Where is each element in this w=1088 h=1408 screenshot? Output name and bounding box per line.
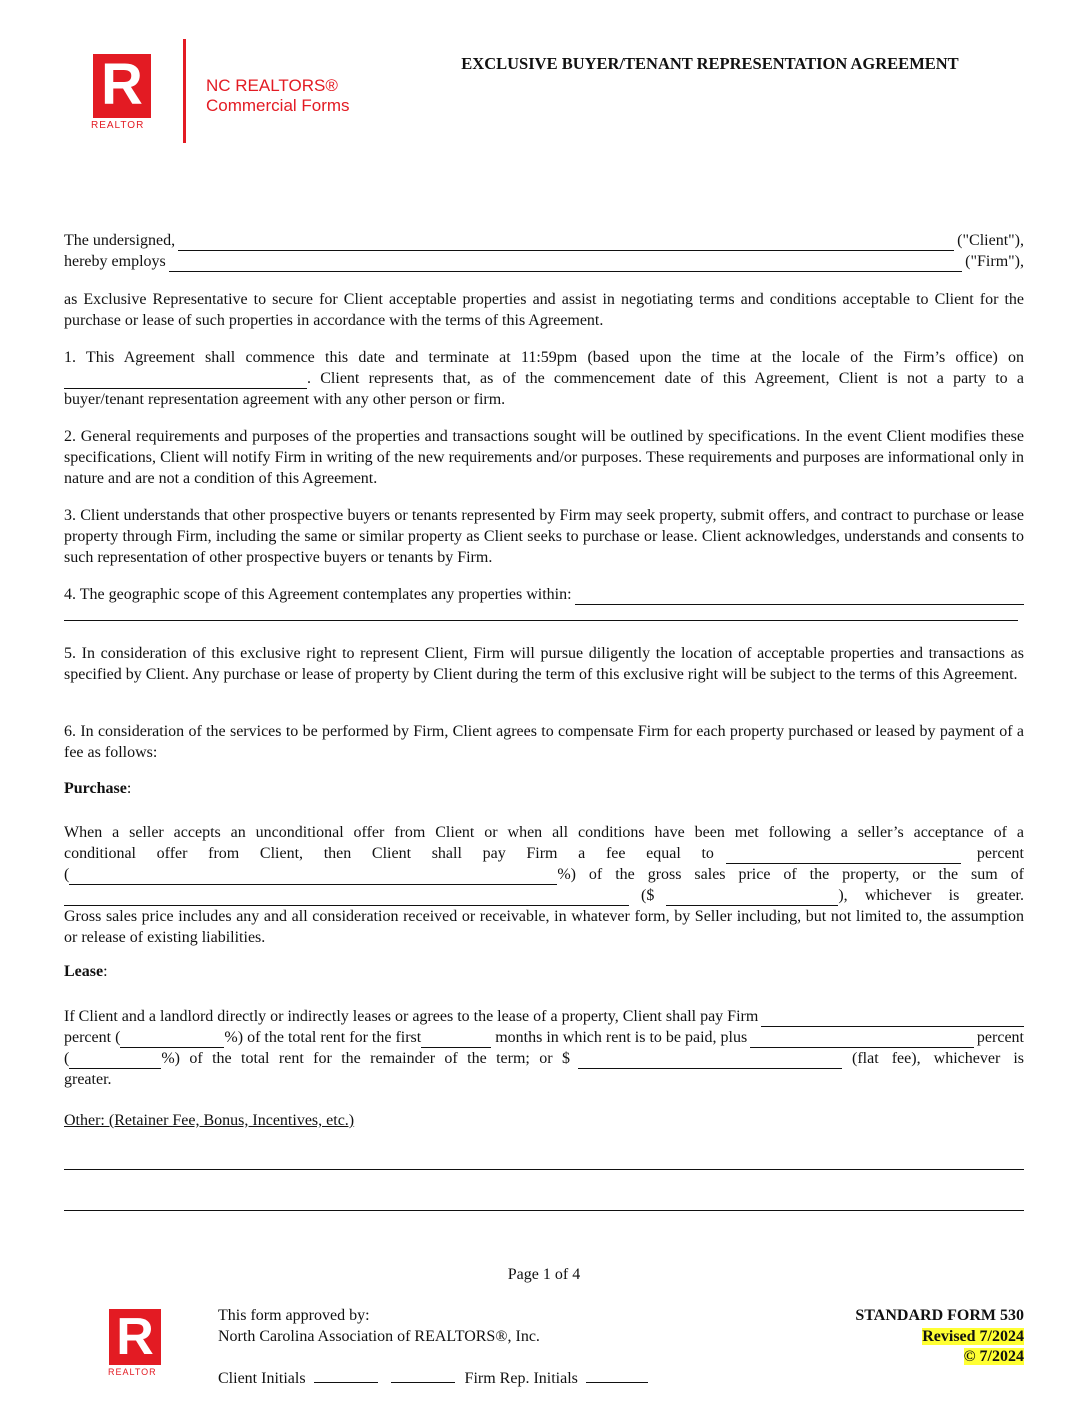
intro-paragraph: as Exclusive Representative to secure for Client acceptable properties and assist in negotiating terms and conditions acceptable to Client for the purchase or lease of such properties in accordance with the terms of this Agreement. (64, 291, 1024, 329)
lease-line2 (64, 1027, 1024, 1048)
employs-label: hereby employs (64, 253, 166, 270)
section-5: 5. In consideration of this exclusive right to represent Client, Firm will pursue diligently the location of acceptable properties and transactions as specified by Client. Any purchase or lease of property by Client during the term of this exclusive right will be subject to the terms of this Agreement. (64, 645, 1024, 683)
approved-by: This form approved by: (218, 1307, 370, 1324)
dollar-open: ($ (641, 887, 655, 904)
lease-percent-label: percent (976, 1029, 1024, 1046)
lease-percent-open: percent ( (64, 1029, 121, 1046)
lease-percent-words-field[interactable] (120, 1032, 224, 1048)
page-title: EXCLUSIVE BUYER/TENANT REPRESENTATION AGREEMENT (461, 54, 959, 73)
client-name-field[interactable] (178, 235, 954, 251)
firm-line (64, 251, 1024, 272)
copyright (964, 1346, 1024, 1367)
purchase-percent-field[interactable] (726, 848, 961, 864)
lease-line3 (64, 1048, 1024, 1069)
realtor-logo-word: REALTOR (91, 120, 145, 131)
termination-date-field[interactable] (64, 373, 307, 389)
other-label: Other: (Retainer Fee, Bonus, Incentives, etc.) (64, 1112, 355, 1129)
client-line (64, 230, 1024, 251)
lease-flat-fee-field[interactable] (578, 1053, 842, 1069)
copyright-highlight: © 7/2024 (963, 1348, 1024, 1365)
lease-months-text: months in which rent is to be paid, plus (495, 1029, 748, 1046)
lease-text-1: If Client and a landlord directly or indirectly leases or agrees to the lease of a property, Client shall pay Firm (64, 1008, 759, 1025)
section-6: 6. In consideration of the services to be performed by Firm, Client agrees to compensate Firm for each property purchased or leased by payment of a fee as follows: (64, 723, 1024, 761)
other-line-2[interactable] (64, 1210, 1024, 1211)
section-4-line1 (64, 584, 1024, 605)
purchase-line2 (64, 843, 1024, 864)
lease-total-rent-first: %) of the total rent for the first (224, 1029, 422, 1046)
firm-initials-label: Firm Rep. Initials (464, 1370, 578, 1387)
purchase-sum-field[interactable] (666, 890, 838, 906)
section-1-line1: 1. This Agreement shall commence this date and terminate at 11:59pm (based upon the time at the locale of the Firm’s office) on (64, 349, 1024, 366)
lease-flat-fee-text: (flat fee), whichever is (852, 1050, 1024, 1067)
purchase-gross-definition: Gross sales price includes any and all consideration received or receivable, in whatever form, by Seller including, but not limited to, the assumption or release of existing liabilities. (64, 908, 1024, 946)
revised-highlight: Revised 7/2024 (922, 1328, 1024, 1345)
purchase-line4 (64, 885, 1024, 906)
purchase-percent-label: percent (976, 845, 1024, 862)
client-initials-label: Client Initials (218, 1370, 306, 1387)
header-divider (183, 39, 186, 143)
section-1-line2 (64, 368, 1024, 389)
other-line-1[interactable] (64, 1169, 1024, 1170)
paren-open: ( (64, 866, 70, 883)
lease-months-field[interactable] (421, 1032, 491, 1048)
undersigned-label: The undersigned, (64, 232, 176, 249)
lease-remainder-percent-field[interactable] (750, 1032, 974, 1048)
purchase-line1: When a seller accepts an unconditional offer from Client or when all conditions have been met following a seller’s acceptance of a (64, 824, 1024, 841)
purchase-line3 (64, 864, 1024, 885)
lease-greater: greater. (64, 1071, 112, 1088)
section-1-line3: buyer/tenant representation agreement with any other person or firm. (64, 391, 506, 408)
section-2: 2. General requirements and purposes of the properties and transactions sought will be outlined by specifications. In the event Client modifies these specifications, Client will notify Firm in writing of the new requirements and/or purposes. These requirements and purposes are informational only in nature and are not a condition of this Agreement. (64, 428, 1024, 487)
lease-remainder-words-field[interactable] (69, 1053, 161, 1069)
geographic-scope-field[interactable] (575, 589, 1024, 605)
initials-line (218, 1367, 648, 1389)
section-4-text: 4. The geographic scope of this Agreement contemplates any properties within: (64, 586, 572, 603)
client-initials-field-1[interactable] (314, 1367, 378, 1383)
org-subtitle: Commercial Forms (206, 96, 350, 115)
purchase-fee-text: conditional offer from Client, then Client shall pay Firm a fee equal to (64, 845, 714, 862)
client-tag: ("Client"), (957, 232, 1024, 249)
lease-line1 (64, 1006, 1024, 1027)
purchase-whichever: ), whichever is greater. (838, 887, 1024, 904)
geographic-scope-field-2[interactable] (64, 605, 1018, 621)
firm-initials-field[interactable] (586, 1367, 648, 1383)
lease-percent-field[interactable] (761, 1011, 1024, 1027)
form-number: STANDARD FORM 530 (855, 1307, 1024, 1324)
lease-paren-open: ( (64, 1050, 70, 1067)
section-3: 3. Client understands that other prospective buyers or tenants represented by Firm may seek property, submit offers, and contract to purchase or lease property through Firm, including the same or similar property as Client seeks to purchase or lease. Client acknowledges, understands and consents to such representation of other prospective buyers or tenants by Firm. (64, 507, 1024, 566)
lease-remainder-text: %) of the total rent for the remainder of the term; or $ (161, 1050, 570, 1067)
purchase-gross-text: %) of the gross sales price of the property, or the sum of (557, 866, 1024, 883)
purchase-sum-words-field[interactable] (64, 890, 629, 906)
footer-logo-word: REALTOR (108, 1367, 157, 1377)
firm-tag: ("Firm"), (965, 253, 1024, 270)
footer-logo-letter: R (116, 1308, 154, 1366)
purchase-percent-words-field[interactable] (69, 869, 557, 885)
section-1-represent: . Client represents that, as of the commencement date of this Agreement, Client is not a party to a (307, 370, 1024, 387)
org-name: NC REALTORS® (206, 76, 338, 95)
page-number: Page 1 of 4 (507, 1266, 581, 1283)
realtor-logo-letter: R (101, 52, 143, 117)
revised-date (922, 1326, 1024, 1347)
client-initials-field-2[interactable] (391, 1367, 455, 1383)
purchase-heading: Purchase: (64, 780, 132, 797)
firm-name-field[interactable] (169, 256, 962, 272)
section-4-line2 (64, 605, 1024, 621)
lease-heading: Lease: (64, 963, 108, 980)
association-name: North Carolina Association of REALTORS®, Inc. (218, 1328, 540, 1345)
